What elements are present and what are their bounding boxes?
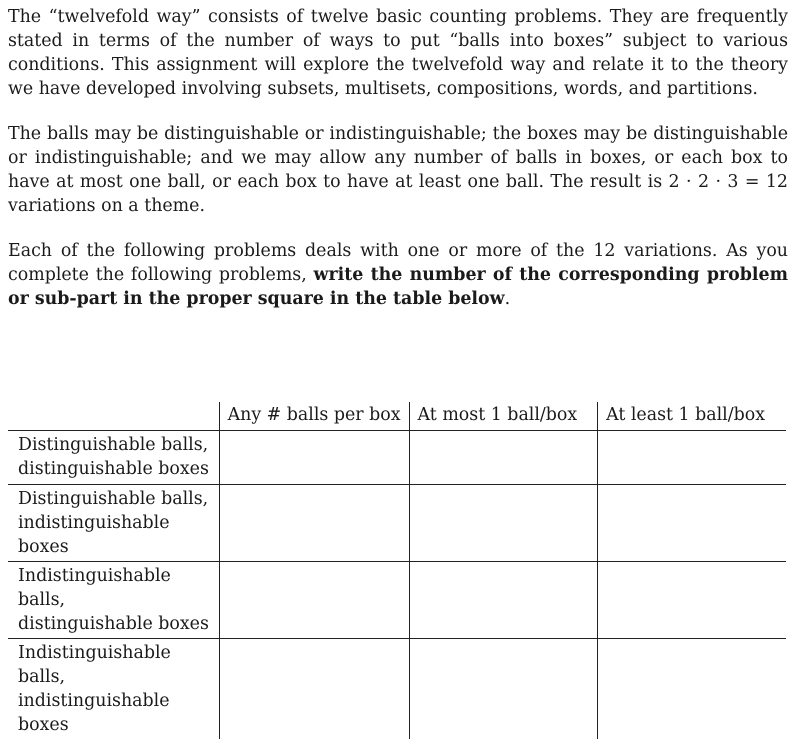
row-header-line1: Distinguishable balls,: [18, 433, 211, 457]
row-header: [8, 485, 219, 562]
instructions-text: Each of the following problems deals with one or more of the 12 variations. As you complete the following problems,: [8, 241, 788, 285]
column-header-at-least-one: At least 1 ball/box: [598, 402, 786, 431]
row-header-line1: Distinguishable balls,: [18, 487, 211, 511]
row-header: [8, 562, 219, 639]
row-header-line2: distinguishable boxes: [18, 612, 211, 636]
table-header-row: [8, 402, 786, 431]
answer-cell[interactable]: [219, 639, 409, 739]
row-header-line2: distinguishable boxes: [18, 457, 211, 481]
answer-cell[interactable]: [409, 485, 598, 562]
answer-cell[interactable]: [219, 562, 409, 639]
row-header-line1: Indistinguishable balls,: [18, 564, 211, 612]
table-row: [8, 485, 786, 562]
answer-cell[interactable]: [598, 562, 786, 639]
answer-cell[interactable]: [598, 639, 786, 739]
instructions-end: .: [505, 289, 511, 309]
answer-cell[interactable]: [598, 431, 786, 485]
column-header-at-most-one: At most 1 ball/box: [409, 402, 598, 431]
intro-paragraph: The “twelvefold way” consists of twelve basic counting problems. They are frequently stated in terms of the number of ways to put “balls into boxes” subject to various conditions. This assignment will explore the twelvefold way and relate it to the theory we have developed involving subsets, multisets, compositions, words, and partitions.: [8, 5, 788, 101]
row-header: [8, 431, 219, 485]
instructions-bold-text: write the number of the corresponding problem or sub-part in the proper square in the table below: [8, 265, 788, 309]
answer-cell[interactable]: [219, 431, 409, 485]
answer-cell[interactable]: [409, 562, 598, 639]
table-corner-cell: [8, 402, 219, 431]
answer-cell[interactable]: [219, 485, 409, 562]
row-header: [8, 639, 219, 739]
answer-cell[interactable]: [598, 485, 786, 562]
twelvefold-table-wrapper: [8, 402, 786, 739]
table-row: [8, 562, 786, 639]
row-header-line2: indistinguishable boxes: [18, 511, 211, 559]
answer-cell[interactable]: [409, 431, 598, 485]
row-header-line2: indistinguishable boxes: [18, 689, 211, 737]
table-row: [8, 431, 786, 485]
variations-paragraph: The balls may be distinguishable or indistinguishable; the boxes may be distinguishable or indistinguishable; and we may allow any number of balls in boxes, or each box to have at most one ball, or each box to have at least one ball. The result is 2 · 2 · 3 = 12 variations on a theme.: [8, 122, 788, 218]
table-row: [8, 639, 786, 739]
column-header-any: Any # balls per box: [219, 402, 409, 431]
instructions-paragraph: [8, 239, 788, 311]
row-header-line1: Indistinguishable balls,: [18, 641, 211, 689]
twelvefold-table: [8, 402, 786, 739]
answer-cell[interactable]: [409, 639, 598, 739]
